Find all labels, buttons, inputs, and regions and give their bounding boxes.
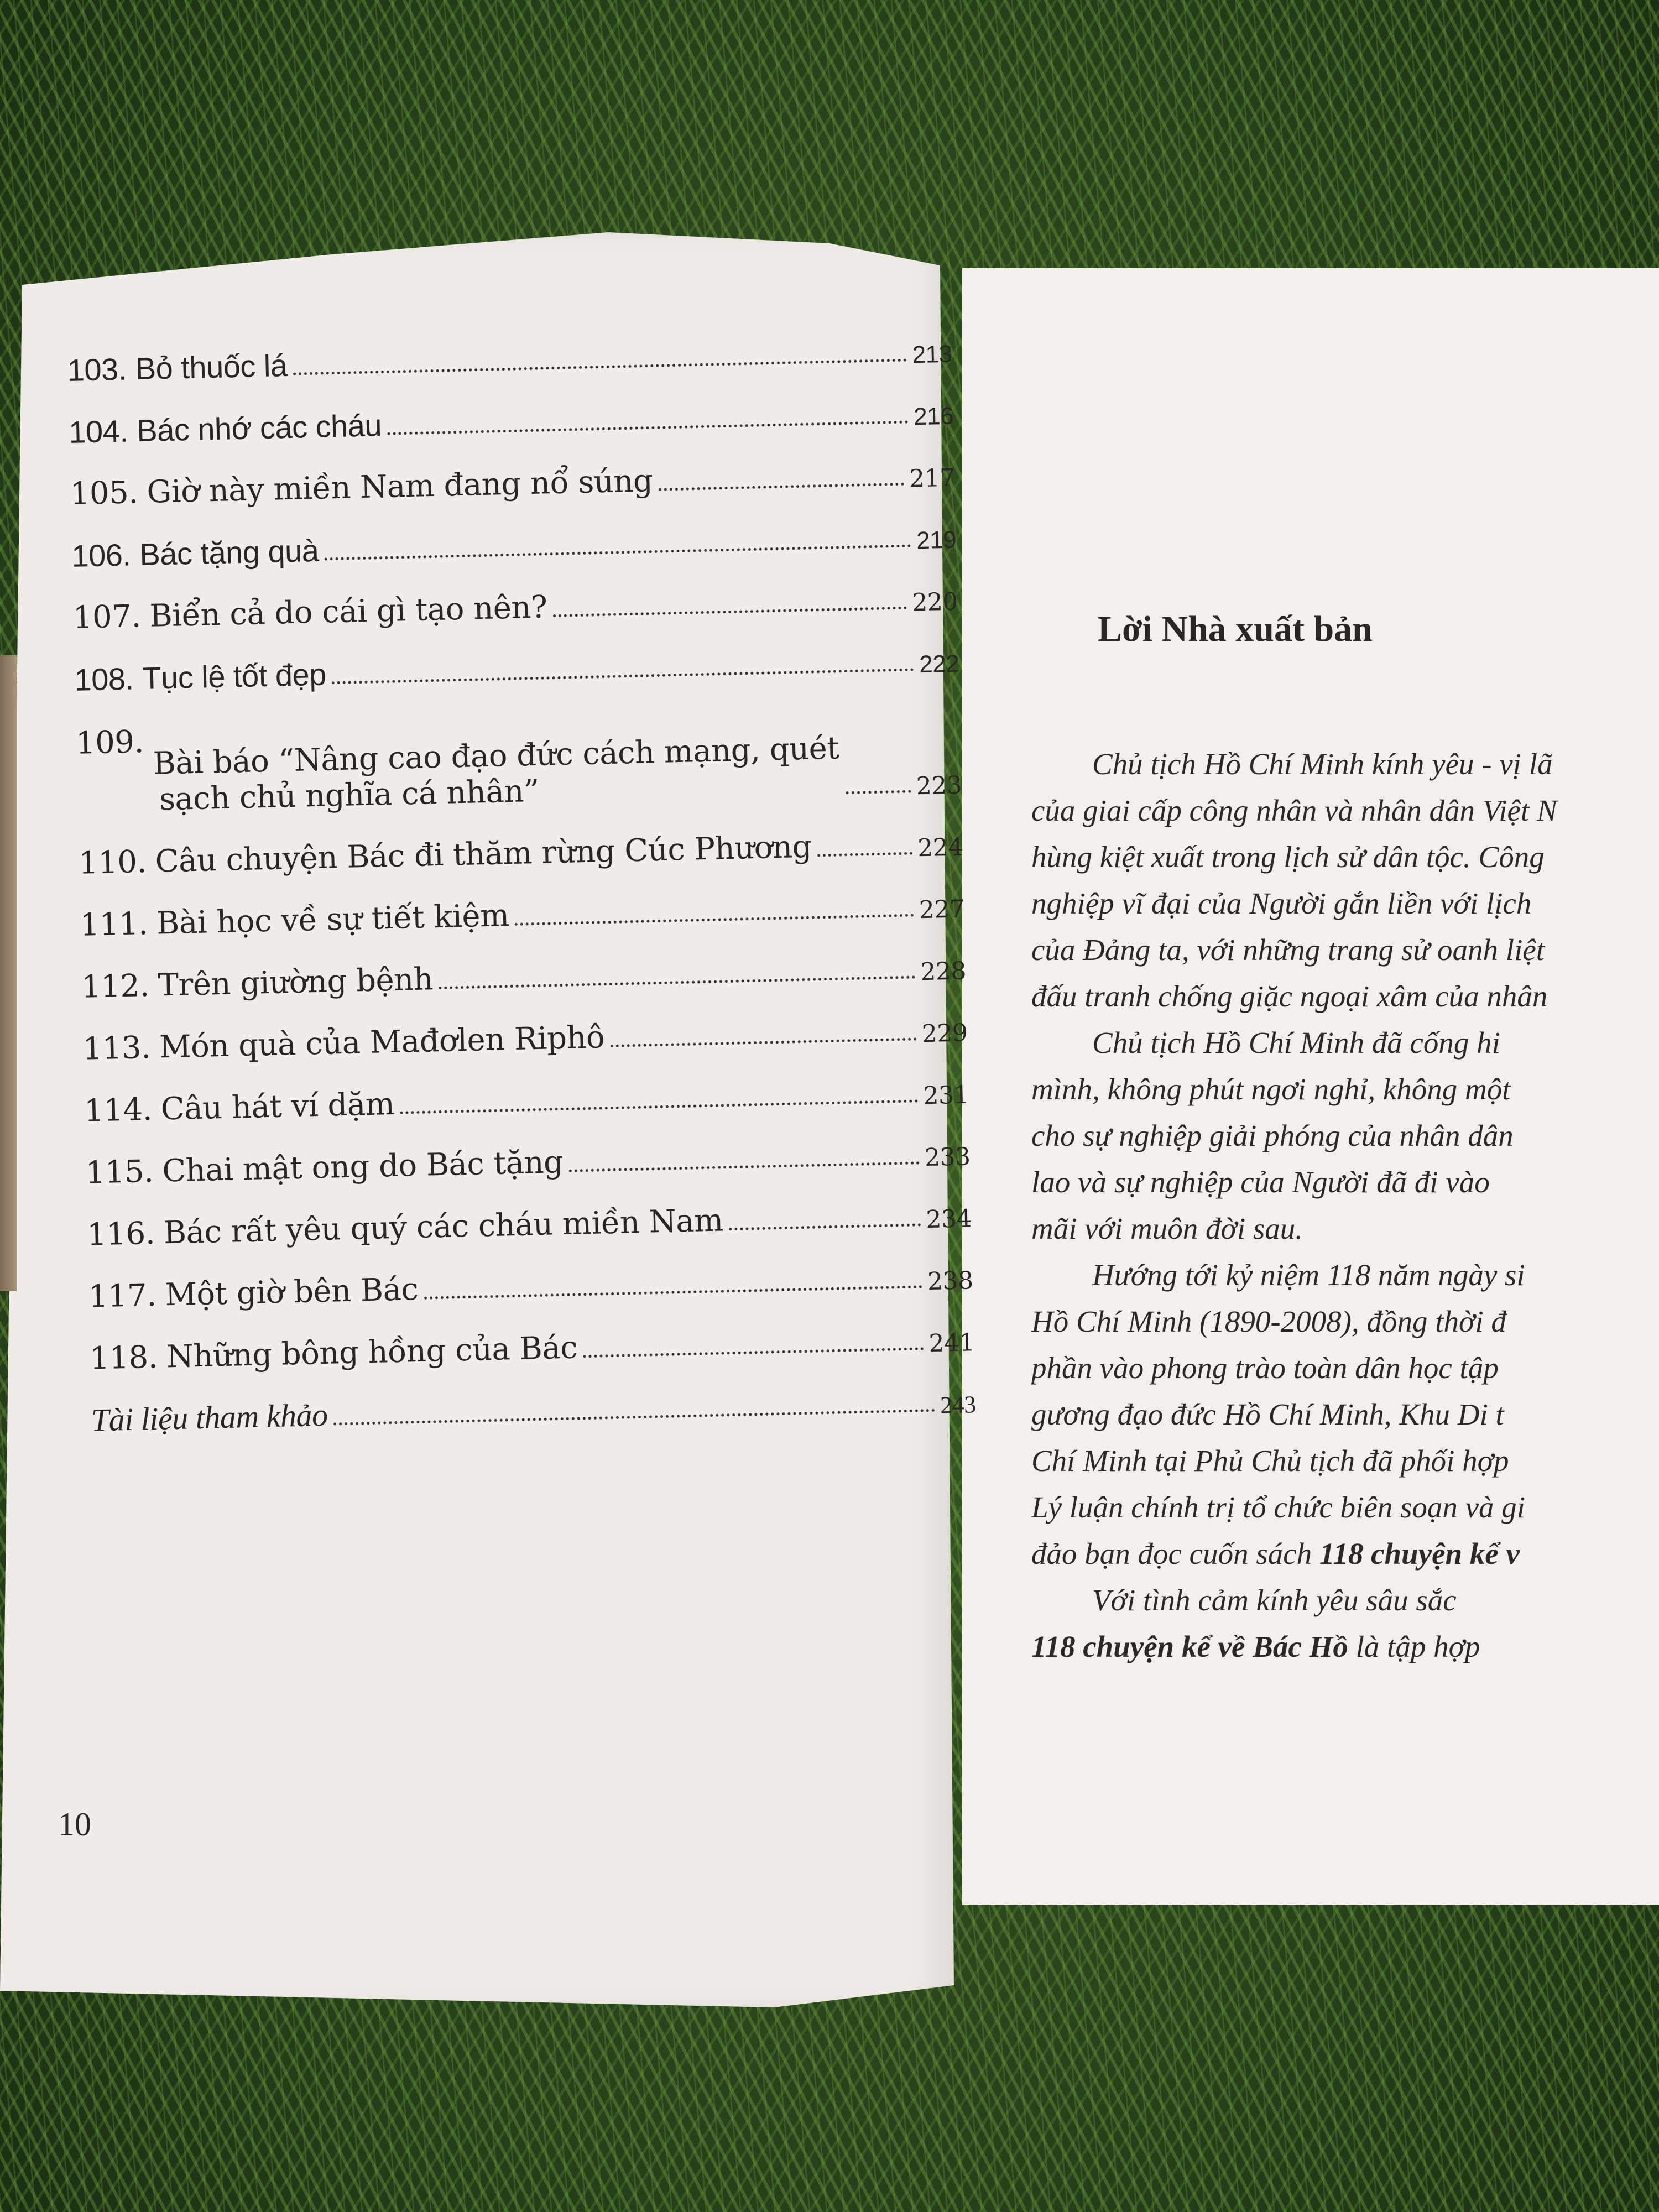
text-line: Hướng tới kỷ niệm 118 năm ngày si <box>1092 1258 1525 1292</box>
text-line: cho sự nghiệp giải phóng của nhân dân <box>1031 1119 1514 1152</box>
text-line: phần vào phong trào toàn dân học tập <box>1031 1351 1499 1385</box>
toc-title: Bài báo “Nâng cao đạo đức cách mạng, quét <box>152 730 839 782</box>
toc-page: 243 <box>940 1391 977 1419</box>
toc-title: Tục lệ tốt đẹp <box>142 656 327 696</box>
toc-title: Bỏ thuốc lá <box>135 347 288 387</box>
dot-leader <box>846 790 911 795</box>
toc-number: 106. <box>71 537 132 573</box>
text-line: Với tình cảm kính yêu sâu sắc <box>1092 1583 1457 1617</box>
text-line: hùng kiệt xuất trong lịch sử dân tộc. Công <box>1031 840 1545 874</box>
dot-leader <box>583 1347 924 1358</box>
toc-title: Câu chuyện Bác đi thăm rừng Cúc Phương <box>154 828 812 880</box>
toc-page: 224 <box>917 833 964 863</box>
toc-page: 223 <box>916 771 962 801</box>
toc-page: 234 <box>925 1204 972 1234</box>
text-line: Chí Minh tại Phủ Chủ tịch đã phối hợp <box>1031 1444 1509 1478</box>
toc-title: Chai mật ong do Bác tặng <box>161 1144 564 1190</box>
toc-page: 229 <box>921 1019 968 1048</box>
toc-title: Câu hát ví dặm <box>160 1086 395 1128</box>
text-line: Lý luận chính trị tổ chức biên soạn và gi <box>1031 1490 1526 1524</box>
toc-page: 217 <box>909 463 956 493</box>
text-line <box>1031 1531 1659 1577</box>
toc-title: Bài học về sự tiết kiệm <box>156 898 510 942</box>
toc-number: 114. <box>84 1091 153 1129</box>
toc-page: 241 <box>928 1328 975 1358</box>
dot-leader <box>553 607 907 618</box>
table-of-contents <box>66 306 976 1439</box>
text-line: lao và sự nghiệp của Người đã đi vào <box>1031 1165 1490 1199</box>
toc-entry <box>75 678 962 820</box>
text-line: Chủ tịch Hồ Chí Minh đã cống hi <box>1092 1026 1500 1060</box>
toc-number: 113. <box>82 1029 152 1067</box>
text-line: của Đảng ta, với những trang sử oanh liệt <box>1031 933 1545 967</box>
toc-number: 117. <box>88 1277 157 1315</box>
dot-leader <box>817 852 912 857</box>
text-line: Chủ tịch Hồ Chí Minh kính yêu - vị lã <box>1092 747 1553 781</box>
toc-number: 109. <box>75 724 144 761</box>
dot-leader <box>610 1037 916 1047</box>
dot-leader <box>569 1161 920 1172</box>
text-line: mãi với muôn đời sau. <box>1031 1212 1303 1245</box>
text-run: là tập hợp <box>1348 1630 1480 1663</box>
toc-number: 118. <box>89 1339 158 1377</box>
book-title-bold: 118 chuyện kể v <box>1319 1537 1520 1571</box>
page-number: 10 <box>58 1806 91 1843</box>
toc-title: Bác tặng quà <box>139 533 320 572</box>
toc-title: Món quà của Mađơlen Riphô <box>159 1019 605 1066</box>
book-title-bold: 118 chuyện kể về Bác Hồ <box>1031 1630 1348 1663</box>
toc-title: Bác rất yêu quý các cháu miền Nam <box>163 1202 724 1251</box>
toc-number: 110. <box>78 843 147 881</box>
toc-title-line2: sạch chủ nghĩa cá nhân” <box>159 773 540 818</box>
toc-page: 228 <box>920 957 967 987</box>
toc-title: Tài liệu tham khảo <box>91 1396 328 1438</box>
toc-page: 231 <box>922 1081 969 1110</box>
text-line: mình, không phút ngơi nghỉ, không một <box>1031 1072 1511 1106</box>
toc-title: Những bông hồng của Bác <box>166 1329 578 1375</box>
toc-number: 108. <box>74 661 134 697</box>
text-line: Hồ Chí Minh (1890-2008), đồng thời đ <box>1031 1305 1506 1338</box>
toc-page: 238 <box>927 1266 974 1296</box>
dot-leader <box>729 1223 921 1230</box>
dot-leader <box>439 975 915 989</box>
toc-number: 107. <box>72 598 142 636</box>
toc-page: 219 <box>916 526 957 555</box>
toc-number: 104. <box>68 413 129 450</box>
toc-page: 227 <box>919 895 965 925</box>
toc-title: Bác nhớ các cháu <box>136 408 382 448</box>
section-heading: Lời Nhà xuất bản <box>1098 609 1373 649</box>
body-text <box>1031 741 1659 1670</box>
toc-page: 220 <box>911 587 958 617</box>
text-line: của giai cấp công nhân và nhân dân Việt N <box>1031 794 1557 827</box>
toc-title: Trên giường bệnh <box>158 961 434 1004</box>
toc-number: 116. <box>86 1215 155 1253</box>
toc-page: 216 <box>913 402 954 431</box>
toc-number: 111. <box>79 905 148 943</box>
bookmark-ribbon <box>0 655 17 1291</box>
toc-title: Biển cả do cái gì tạo nên? <box>149 589 548 634</box>
toc-page: 222 <box>919 650 959 679</box>
text-line: nghiệp vĩ đại của Người gắn liền với lịch <box>1031 886 1532 920</box>
text-run: đảo bạn đọc cuốn sách <box>1031 1537 1319 1571</box>
text-line: đấu tranh chống giặc ngoại xâm của nhân <box>1031 979 1548 1013</box>
text-line <box>1031 1624 1659 1670</box>
toc-number: 112. <box>81 967 150 1005</box>
toc-page: 213 <box>912 340 953 369</box>
dot-leader <box>515 914 914 926</box>
toc-number: 115. <box>85 1153 154 1191</box>
text-line: gương đạo đức Hồ Chí Minh, Khu Di t <box>1031 1397 1504 1431</box>
toc-title: Một giờ bên Bác <box>164 1271 419 1313</box>
toc-title: Giờ này miền Nam đang nổ súng <box>146 463 654 510</box>
toc-number: 103. <box>67 351 127 388</box>
dot-leader <box>659 483 904 491</box>
toc-page: 233 <box>924 1142 971 1172</box>
toc-number: 105. <box>70 474 139 512</box>
